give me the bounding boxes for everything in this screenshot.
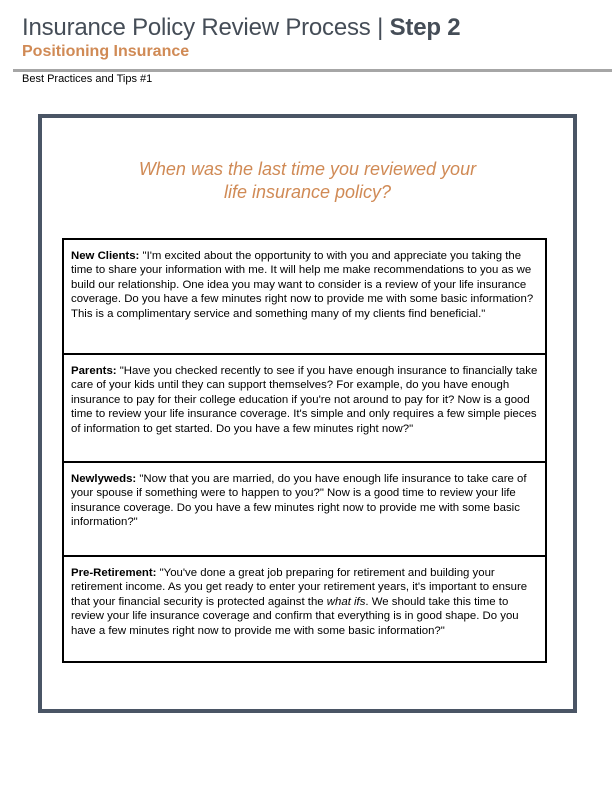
card-text: "I'm excited about the opportunity to with you and appreciate you taking the time to share your information with me. It will help me make recommendations to you as we build our relationship. One idea you may want to consider is a review of your life insurance coverage. Do you have a few minutes right now to provide me with some basic information? This is a complimentary service and something many of my clients find beneficial." [71, 250, 534, 320]
question-heading [42, 158, 573, 204]
script-cards [62, 238, 547, 663]
card-text-after: . We should take this time to review your life insurance coverage and confirm that everything is in good shape. Do you have a few minutes right now to provide me with some basic information?" [71, 595, 519, 637]
card-text: "Have you checked recently to see if you have enough insurance to financially take care of your kids until they can support themselves? For example, do you have enough insurance to pay for their college education if you're not around to pay for it? Now is a good time to review your life insurance coverage. It's simple and only requires a few simple pieces of information to get started. Do you have a few minutes right now?" [71, 365, 538, 435]
page-title-step: Step 2 [389, 14, 461, 41]
question-line-1: When was the last time you reviewed your [138, 159, 477, 179]
card-parents [64, 353, 545, 461]
card-newlyweds [64, 461, 545, 555]
card-text-italic: what ifs [326, 595, 366, 608]
card-label: Parents: [71, 365, 117, 377]
card-new-clients [64, 240, 545, 353]
card-pre-retirement [64, 555, 545, 661]
card-label: Pre-Retirement: [71, 567, 157, 579]
card-text-before: "You've done a great job preparing for retirement and building your retirement income. As you get ready to enter your retirement years, it's important to ensure that your financial security is protected against the [71, 567, 528, 608]
header-divider [13, 69, 612, 72]
page-title [22, 14, 460, 42]
page-title-main: Insurance Policy Review Process | [22, 14, 390, 41]
card-text: "Now that you are married, do you have enough life insurance to take care of your spouse if something were to happen to you?" Now is a good time to review your life insurance coverage. Do you have a few minutes right now to provide me with some basic information?" [71, 473, 527, 529]
page-subtitle: Positioning Insurance [22, 43, 190, 60]
card-label: Newlyweds: [71, 473, 137, 485]
question-line-2: life insurance policy? [223, 182, 392, 202]
section-label: Best Practices and Tips #1 [22, 73, 153, 85]
card-label: New Clients: [71, 250, 140, 262]
